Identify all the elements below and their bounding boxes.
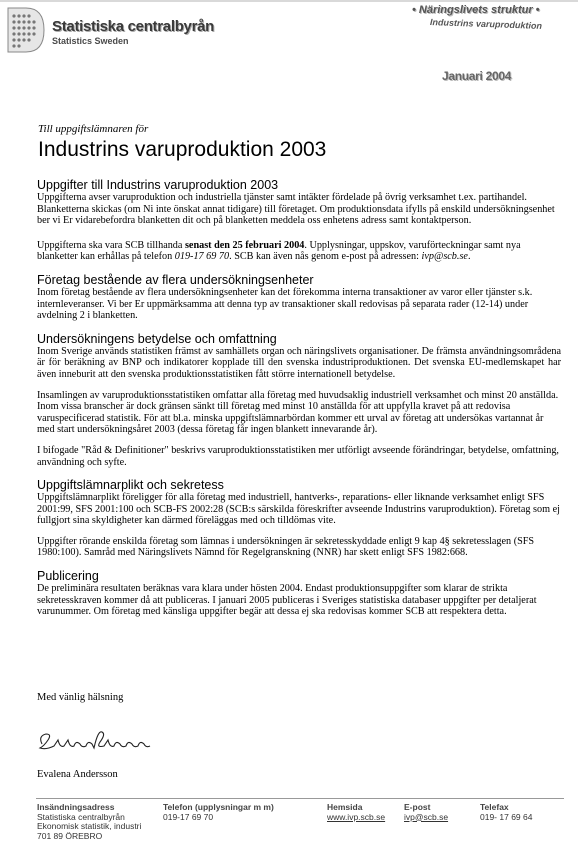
series-title: • Näringslivets struktur • [412,4,540,16]
signer-name: Evalena Andersson [37,769,118,780]
recipient-line: Till uppgiftslämnaren för [38,123,149,135]
footer-label: Insändningsadress [37,802,115,812]
footer-email [404,803,448,822]
section-heading: Undersökningens betydelse och omfattning [37,331,277,346]
footer-value: 019- 17 69 64 [480,811,533,822]
deadline-text-pre: Uppgifterna ska vara SCB tillhanda [37,239,185,251]
footer-fax [480,803,532,822]
section-uppgifter [37,178,561,263]
footer-address [37,803,141,841]
section-betydelse [37,332,561,468]
top-border [0,0,578,2]
email-link[interactable]: ivp@scb.se [404,811,449,822]
document-date: Januari 2004 [442,69,512,83]
section-paragraph: Insamlingen av varuproduktionsstatistiken omfattar alla företag med huvudsaklig industriell verksamhet och minst 20 anställda. Inom vissa branscher är dock gränsen sänkt till företag med minst 10 anställda för att uppfylla kravet på att redovisa varuspecificerad statistik. För att bl.a. minska uppgiftslämnarbördan kommer ett urval av företag att undersökas vartannat år med start undersökningsåret 2003 (dessa företag får ingen blankett innevarande år). [37,389,559,436]
section-heading: Publicering [37,569,99,584]
contact-text-end: . [467,251,471,263]
section-paragraph: Inom företag bestående av flera undersökningsenheter kan det förekomma interna transaktioner av varor eller tjänster s.k. internleveranser. Vi ber Er uppmärksamma att denna typ av transaktioner skall redovisas på separata rader (12-14) under avdelning 2 i blanketten. [37,286,533,322]
contact-phone: 019-17 69 70 [174,251,230,263]
footer-line: 701 89 ÖREBRO [37,830,103,841]
letter-body [37,178,561,628]
section-heading: Uppgifter till Industrins varuproduktion 2003 [37,178,279,192]
signature-image [36,726,156,756]
contact-email[interactable]: ivp@scb.se [421,251,468,263]
section-sekretess [37,478,561,559]
org-subtitle: Statistics Sweden [52,36,129,46]
contact-text: . SCB kan även nås genom e-post på adressen: [229,251,422,263]
deadline-date: senast den 25 februari 2004 [184,239,305,251]
footer-line: Ekonomisk statistik, industri [37,821,142,832]
section-paragraph: De preliminära resultaten beräknas vara klara under hösten 2004. Endast produktionsuppgifter som klarar de strikta sekretesskraven kommer då att publiceras. I januari 2005 publiceras i Sveriges statistiska databaser uppgifter per detaljerat varunummer. Om företag med känsliga uppgifter begär att dessa ej ska redovisas kommer SCB att respektera detta. [37,583,537,618]
footer-line: Statistiska centralbyrån [37,811,125,822]
section-publicering [37,569,561,618]
greeting: Med vänlig hälsning [37,692,124,703]
document-title: Industrins varuproduktion 2003 [38,138,327,161]
section-heading: Företag bestående av flera undersökningsenheter [37,272,314,287]
org-name: Statistiska centralbyrån [52,18,215,35]
footer-label: Hemsida [327,802,363,812]
footer-value: 019-17 69 70 [163,811,214,822]
deadline-text-post: . Upplysningar, uppskov, varuförteckningar samt nya blanketter kan erhållas på telefon [37,239,521,263]
section-heading: Uppgiftslämnarplikt och sekretess [37,478,224,493]
section-paragraph: I bifogade "Råd & Definitioner" beskrivs varuproduktionsstatistiken mer utförligt avseende förändringar, betydelse, omfattning, användning och syfte. [37,444,559,468]
series-subtitle: Industrins varuproduktion [429,17,543,31]
footer-label: Telefon (upplysningar m m) [163,802,274,812]
section-foretag [37,273,561,322]
footer-divider [36,798,564,799]
website-link[interactable]: www.ivp.scb.se [327,811,386,822]
section-paragraph: Inom Sverige används statistiken främst av samhällets organ och näringslivets organisationer. De främsta användningsområdena är för beräkning av BNP och indikatorer kopplade till den svenska industriproduktionen. Det svenska EU-medlemskapet har även inneburit att den svenska produktionsstatistiken fått större internationell betydelse. [37,345,561,380]
section-paragraph: Uppgifterna avser varuproduktion och industriella tjänster samt intäkter fördelade på övrig verksamhet t.ex. partihandel. Blanketterna skickas (om Ni inte önskat annat tidigare) till företaget. Om produktionsdata ifylls på enskild undersökningsenhet ber vi Er vidarebefordra blanketten dit och på blanketten meddela oss enhetens adress samt kontaktperson. [37,192,555,227]
section-paragraph: Uppgiftslämnarplikt föreligger för alla företag med industriell, hantverks-, reparations- eller liknande verksamhet enligt SFS 2001:99, SFS 2001:100 och SCB-FS 2002:28 (SCB:s särskilda föreskrifter avseende Industrins varuproduktion). Företag som ej fullgjort sina skyldigheter kan därmed föreläggas med och tilldömas vite. [37,492,560,527]
footer-label: E-post [404,802,431,812]
scb-logo-icon [4,4,48,56]
footer-web [327,803,385,822]
footer-label: Telefax [480,802,509,812]
section-paragraph: Uppgifter rörande enskilda företag som lämnas i undersökningen är sekretesskyddade enligt 9 kap 4§ sekretesslagen (SFS 1980:100). Samråd med Näringslivets Nämnd för Regelgranskning (NNR) har skett enligt SFS 1982:668. [37,535,535,559]
footer-phone [163,803,274,822]
section-paragraph [37,240,561,263]
